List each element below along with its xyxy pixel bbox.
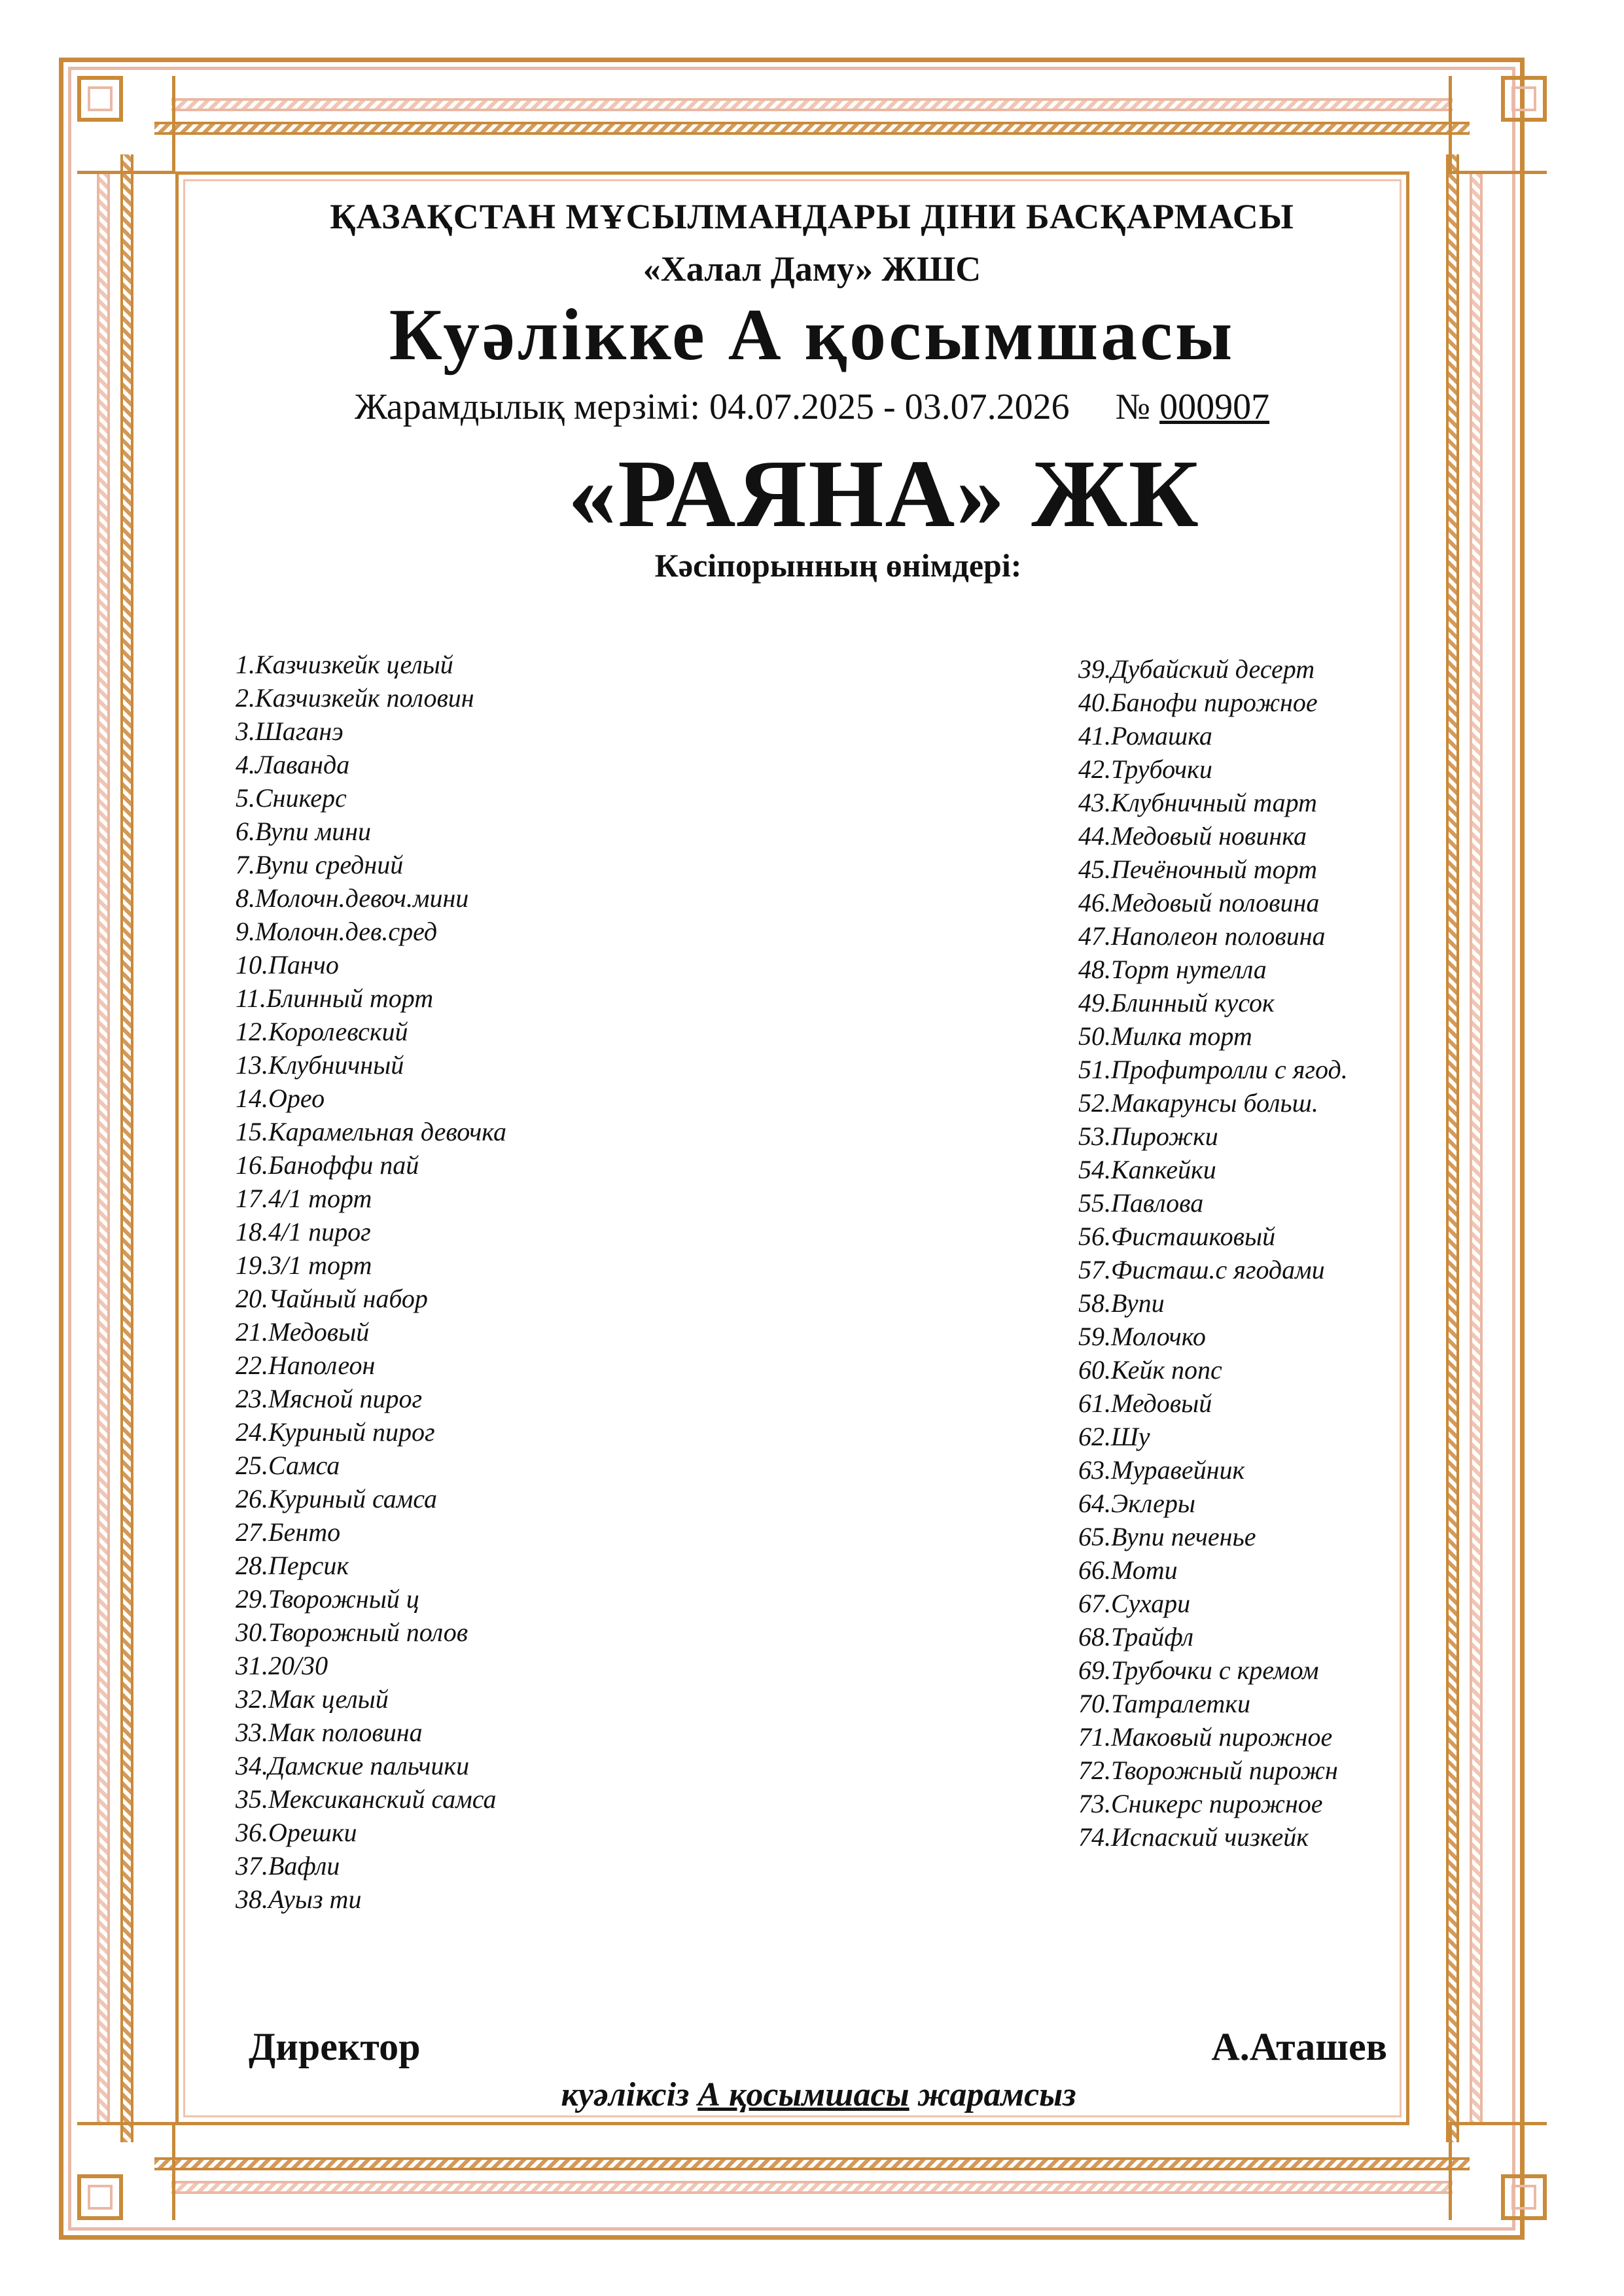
- validity-line: [0, 386, 1624, 428]
- product-item: 50.Милка торт: [1078, 1021, 1252, 1051]
- product-item: 30.Творожный полов: [236, 1617, 468, 1647]
- top-pattern-band-light: [171, 98, 1453, 111]
- product-item: 9.Молочн.дев.сред: [236, 917, 438, 946]
- product-item: 8.Молочн.девоч.мини: [236, 883, 469, 913]
- product-item: 72.Творожный пирожн: [1078, 1756, 1338, 1785]
- product-item: 60.Кейк попс: [1078, 1355, 1222, 1385]
- product-item: 56.Фисташковый: [1078, 1222, 1276, 1251]
- product-item: 28.Персик: [236, 1551, 349, 1580]
- signer-name: А.Аташев: [1211, 2025, 1387, 2068]
- corner-ornament-top-left: [77, 76, 123, 122]
- product-item: 11.Блинный торт: [236, 983, 434, 1013]
- product-item: 38.Ауыз ти: [236, 1884, 362, 1914]
- products-heading: Кәсіпорынның өнімдері:: [654, 547, 1022, 584]
- product-item: 10.Панчо: [236, 950, 339, 980]
- product-item: 1.Казчизкейк целый: [236, 650, 453, 679]
- bottom-pattern-band-light: [171, 2181, 1453, 2194]
- product-item: 52.Макарунсы больш.: [1078, 1088, 1318, 1118]
- product-item: 69.Трубочки с кремом: [1078, 1655, 1319, 1685]
- product-item: 29.Творожный ц: [236, 1584, 419, 1614]
- product-item: 18.4/1 пирог: [236, 1217, 371, 1246]
- corner-ornament-bottom-right: [1501, 2174, 1547, 2220]
- product-item: 14.Орео: [236, 1084, 325, 1113]
- product-item: 53.Пирожки: [1078, 1122, 1218, 1151]
- bottom-pattern-band: [154, 2157, 1470, 2170]
- product-item: 55.Павлова: [1078, 1188, 1204, 1218]
- product-item: 48.Торт нутелла: [1078, 955, 1267, 984]
- product-item: 4.Лаванда: [236, 750, 350, 779]
- product-item: 3.Шаганэ: [236, 716, 344, 746]
- product-item: 59.Молочко: [1078, 1322, 1206, 1351]
- organization-name: ҚАЗАҚСТАН МҰСЫЛМАНДАРЫ ДІНИ БАСҚАРМАСЫ: [330, 197, 1294, 236]
- product-item: 42.Трубочки: [1078, 754, 1212, 784]
- product-item: 70.Татралетки: [1078, 1689, 1250, 1718]
- director-label: Директор: [249, 2025, 421, 2068]
- products-list-left: [236, 648, 506, 1916]
- product-item: 25.Самса: [236, 1451, 340, 1480]
- product-item: 63.Муравейник: [1078, 1455, 1245, 1485]
- product-item: 19.3/1 торт: [236, 1250, 372, 1280]
- sub-organization-name: «Халал Даму» ЖШС: [643, 249, 981, 289]
- product-item: 49.Блинный кусок: [1078, 988, 1275, 1017]
- product-item: 34.Дамские пальчики: [236, 1751, 470, 1780]
- product-item: 41.Ромашка: [1078, 721, 1212, 751]
- product-item: 36.Орешки: [236, 1818, 357, 1847]
- product-item: 16.Баноффи пай: [236, 1150, 419, 1180]
- product-item: 65.Вупи печенье: [1078, 1522, 1256, 1551]
- product-item: 13.Клубничный: [236, 1050, 404, 1080]
- note-prefix: куәліксіз: [561, 2076, 690, 2113]
- products-list-right: [1078, 652, 1348, 1854]
- product-item: 33.Мак половина: [236, 1718, 423, 1747]
- product-item: 71.Маковый пирожное: [1078, 1722, 1333, 1752]
- product-item: 73.Сникерс пирожное: [1078, 1789, 1323, 1818]
- validity-note: [7, 2075, 1624, 2114]
- product-item: 35.Мексиканский самса: [236, 1784, 497, 1814]
- product-item: 45.Печёночный торт: [1078, 855, 1318, 884]
- top-pattern-band: [154, 122, 1470, 135]
- certificate-number: 000907: [1159, 387, 1270, 427]
- product-item: 43.Клубничный тарт: [1078, 788, 1317, 817]
- product-item: 6.Вупи мини: [236, 817, 371, 846]
- document-title: Куәлікке А қосымшасы: [389, 294, 1235, 376]
- product-item: 67.Сухари: [1078, 1589, 1191, 1618]
- product-item: 44.Медовый новинка: [1078, 821, 1307, 851]
- product-item: 22.Наполеон: [236, 1351, 376, 1380]
- corner-ornament-top-right: [1501, 76, 1547, 122]
- product-item: 37.Вафли: [236, 1851, 340, 1881]
- company-name: «РАЯНА» ЖК: [568, 440, 1200, 548]
- product-item: 24.Куриный пирог: [236, 1417, 435, 1447]
- product-item: 32.Мак целый: [236, 1684, 389, 1714]
- corner-ornament-bottom-left: [77, 2174, 123, 2220]
- product-item: 66.Моти: [1078, 1555, 1178, 1585]
- product-item: 64.Эклеры: [1078, 1489, 1195, 1518]
- product-item: 5.Сникерс: [236, 783, 347, 813]
- product-item: 17.4/1 торт: [236, 1184, 372, 1213]
- product-item: 54.Капкейки: [1078, 1155, 1216, 1184]
- product-item: 46.Медовый половина: [1078, 888, 1320, 917]
- product-item: 57.Фисташ.с ягодами: [1078, 1255, 1325, 1284]
- product-item: 58.Вупи: [1078, 1288, 1165, 1318]
- product-item: 2.Казчизкейк половин: [236, 683, 474, 713]
- product-item: 51.Профитролли с ягод.: [1078, 1055, 1348, 1084]
- product-item: 7.Вупи средний: [236, 850, 404, 879]
- product-item: 12.Королевский: [236, 1017, 408, 1046]
- product-item: 21.Медовый: [236, 1317, 370, 1347]
- note-underlined: А қосымшасы: [697, 2076, 909, 2113]
- product-item: 26.Куриный самса: [236, 1484, 437, 1513]
- product-item: 39.Дубайский десерт: [1078, 654, 1315, 684]
- product-item: 27.Бенто: [236, 1517, 341, 1547]
- product-item: 20.Чайный набор: [236, 1284, 428, 1313]
- product-item: 74.Испаский чизкейк: [1078, 1822, 1309, 1852]
- product-item: 40.Банофи пирожное: [1078, 688, 1318, 717]
- validity-period: Жарамдылық мерзімі: 04.07.2025 - 03.07.2026: [354, 387, 1070, 427]
- product-item: 61.Медовый: [1078, 1388, 1212, 1418]
- product-item: 68.Трайфл: [1078, 1622, 1194, 1651]
- product-item: 23.Мясной пирог: [236, 1384, 423, 1413]
- product-item: 62.Шу: [1078, 1422, 1150, 1451]
- product-item: 31.20/30: [236, 1651, 328, 1680]
- product-item: 15.Карамельная девочка: [236, 1117, 507, 1146]
- note-suffix: жарамсыз: [917, 2076, 1076, 2113]
- product-item: 47.Наполеон половина: [1078, 921, 1326, 951]
- number-label: №: [1115, 387, 1151, 427]
